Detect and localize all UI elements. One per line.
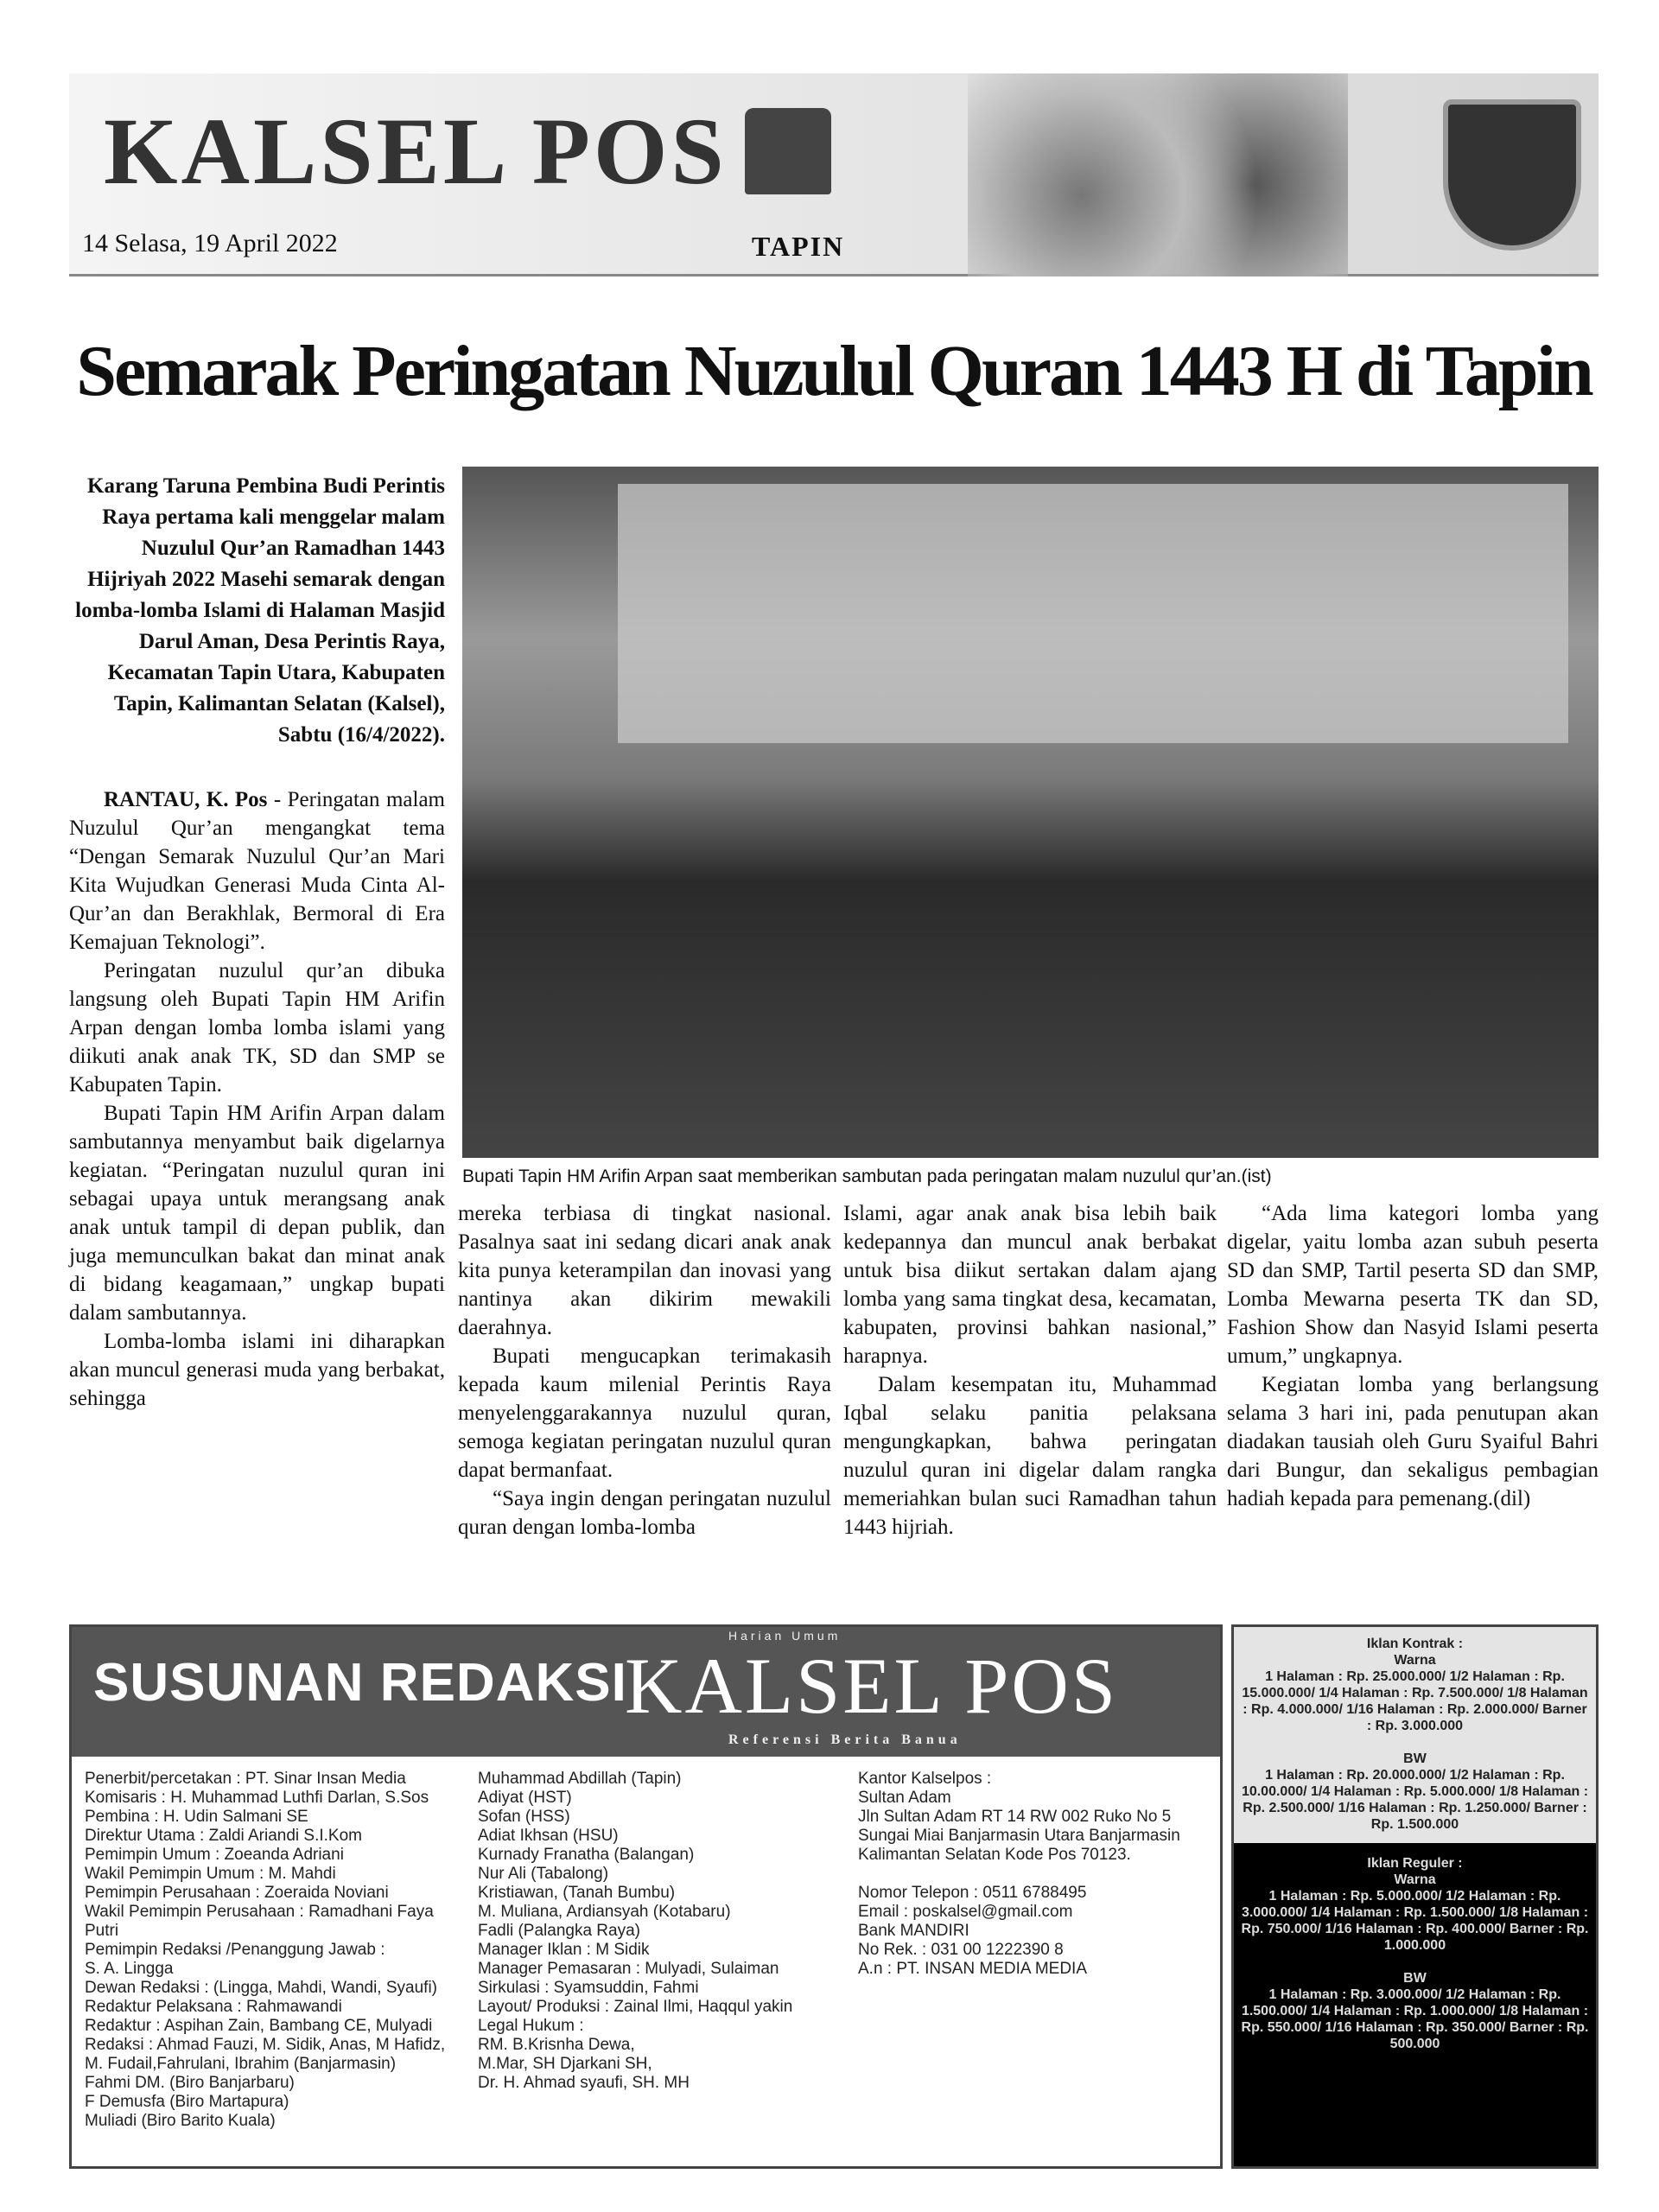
- office-info: [858, 1770, 1217, 1979]
- staff-line: [858, 1865, 1217, 1884]
- paragraph: Dalam kesempatan itu, Muhammad Iqbal selaku panitia pelaksana mengungkapkan, bahwa peringatan nuzulul quran ini digelar dalam rangka memeriahkan bulan suci Ramadhan tahun 1443 hijriah.: [843, 1373, 1217, 1539]
- staff-line: Kristiawan, (Tanah Bumbu): [478, 1884, 676, 1902]
- staff-line: Muliadi (Biro Barito Kuala): [85, 2112, 276, 2130]
- staff-line: Pembina : H. Udin Salmani SE: [85, 1808, 308, 1826]
- staff-line: Pemimpin Redaksi /Penanggung Jawab :: [85, 1941, 385, 1959]
- staff-line: Redaktur Pelaksana : Rahmawandi: [85, 1998, 342, 2016]
- rates-text: 1 Halaman : Rp. 20.000.000/ 1/2 Halaman : Rp. 10.00.000/ 1/4 Halaman : Rp. 5.000.000/ 1/8 Halaman : Rp. 2.500.000/ 1/16 Halaman : Rp. 1.250.000/ Barner : Rp. 1.500.000: [1241, 1768, 1589, 1832]
- staff-line: Penerbit/percetakan : PT. Sinar Insan Media: [85, 1770, 406, 1788]
- staff-line: Sirkulasi : Syamsuddin, Fahmi: [478, 1979, 699, 1997]
- rates-heading: Iklan Kontrak :: [1366, 1637, 1464, 1651]
- editorial-title: SUSUNAN REDAKSI: [93, 1653, 627, 1713]
- rates-text: 1 Halaman : Rp. 5.000.000/ 1/2 Halaman : Rp. 3.000.000/ 1/4 Halaman : Rp. 1.500.000/ 1/8 Halaman : Rp. 750.000/ 1/16 Halaman : Rp. 400.000/ Barner : Rp. 1.000.000: [1241, 1889, 1589, 1953]
- lead-paragraph: Karang Taruna Pembina Budi Perintis Raya pertama kali menggelar malam Nuzulul Qur’an Ramadhan 1443 Hijriyah 2022 Masehi semarak dengan lomba-lomba Islami di Halaman Masjid Darul Aman, Desa Perintis Raya, Kecamatan Tapin Utara, Kabupaten Tapin, Kalimantan Selatan (Kalsel), Sabtu (16/4/2022).: [75, 474, 445, 747]
- staff-line: No Rek. : 031 00 1222390 8: [858, 1941, 1064, 1959]
- staff-line: Email : poskalsel@gmail.com: [858, 1903, 1073, 1921]
- rates-subheading: Warna: [1394, 1653, 1436, 1668]
- masthead: [69, 73, 1599, 276]
- contract-rates: [1234, 1627, 1596, 1843]
- staff-line: F Demusfa (Biro Martapura): [85, 2093, 289, 2111]
- staff-line: M.Mar, SH Djarkani SH,: [478, 2055, 652, 2073]
- staff-line: Wakil Pemimpin Perusahaan : Ramadhani Faya Putri: [85, 1903, 434, 1940]
- article-column-1: [69, 785, 445, 1413]
- staff-line: Dr. H. Ahmad syaufi, SH. MH: [478, 2074, 690, 2092]
- regular-rates: [1234, 1843, 1596, 2166]
- paragraph: Lomba-lomba islami ini diharapkan akan muncul generasi muda yang berbakat, sehingga: [69, 1330, 445, 1410]
- rates-subheading: BW: [1403, 1971, 1427, 1986]
- staff-line: Redaktur : Aspihan Zain, Bambang CE, Mulyadi: [85, 2017, 433, 2035]
- staff-line: Kurnady Franatha (Balangan): [478, 1846, 695, 1864]
- editorial-board-box: [69, 1624, 1223, 2169]
- rates-text: 1 Halaman : Rp. 25.000.000/ 1/2 Halaman : Rp. 15.000.000/ 1/4 Halaman : Rp. 7.500.000/ 1/8 Halaman : Rp. 4.000.000/ 1/16 Halaman : Rp. 2.000.000/ Barner : Rp. 3.000.000: [1242, 1669, 1588, 1733]
- article-column-2: [458, 1199, 831, 1541]
- paragraph: “Saya ingin dengan peringatan nuzulul quran dengan lomba-lomba: [458, 1487, 831, 1539]
- staff-line: Nur Ali (Tabalong): [478, 1865, 609, 1883]
- logo-tagline: Referensi Berita Banua: [728, 1732, 962, 1747]
- staff-line: Sultan Adam: [858, 1789, 951, 1807]
- region-label: TAPIN: [752, 231, 845, 262]
- staff-line: Sofan (HSS): [478, 1808, 570, 1826]
- staff-line: Kantor Kalselpos :: [858, 1770, 992, 1788]
- staff-line: Fadli (Palangka Raya): [478, 1922, 640, 1940]
- rates-text: 1 Halaman : Rp. 3.000.000/ 1/2 Halaman : Rp. 1.500.000/ 1/4 Halaman : Rp. 1.000.000/ 1/8 Halaman : Rp. 550.000/ 1/16 Halaman : Rp. 350.000/ Barner : Rp. 500.000: [1241, 1987, 1589, 2051]
- paragraph: mereka terbiasa di tingkat nasional. Pasalnya saat ini sedang dicari anak anak kita punya keterampilan dan inovasi yang nantinya akan dikirim mewakili daerahnya.: [458, 1202, 831, 1339]
- paragraph: Peringatan nuzulul qur’an dibuka langsung oleh Bupati Tapin HM Arifin Arpan dengan lomba lomba islami yang diikuti anak anak TK, SD dan SMP se Kabupaten Tapin.: [69, 959, 445, 1096]
- headline: Semarak Peringatan Nuzulul Quran 1443 H di Tapin: [76, 331, 1592, 411]
- staff-line: RM. B.Krisnha Dewa,: [478, 2036, 635, 2054]
- staff-column-2: [478, 1770, 849, 2093]
- staff-line: Manager Pemasaran : Mulyadi, Sulaiman: [478, 1960, 779, 1978]
- staff-line: Direktur Utama : Zaldi Ariandi S.I.Kom: [85, 1827, 362, 1845]
- article-photo: [462, 467, 1599, 1158]
- rates-subheading: BW: [1403, 1751, 1427, 1766]
- staff-line: M. Fudail,Fahrulani, Ibrahim (Banjarmasin): [85, 2055, 397, 2073]
- staff-line: Jln Sultan Adam RT 14 RW 002 Ruko No 5: [858, 1808, 1172, 1826]
- article-column-3: [843, 1199, 1217, 1541]
- staff-line: S. A. Lingga: [85, 1960, 174, 1978]
- staff-line: A.n : PT. INSAN MEDIA MEDIA: [858, 1960, 1088, 1978]
- left-column: [69, 471, 445, 1413]
- paragraph: Bupati Tapin HM Arifin Arpan dalam sambutannya menyambut baik digelarnya kegiatan. “Peringatan nuzulul quran ini sebagai upaya untuk merangsang anak anak untuk tampil di depan publik, dan juga memunculkan bakat dan minat anak di bidang keagamaan,” ungkap bupati dalam sambutannya.: [69, 1102, 445, 1325]
- newspaper-logo: KALSEL POS: [104, 99, 728, 204]
- photo-banner: [618, 484, 1568, 743]
- officials-photo: [968, 73, 1348, 276]
- editorial-logo: KALSEL POS: [625, 1642, 1118, 1730]
- staff-line: Adiyat (HST): [478, 1789, 572, 1807]
- logo-group: [104, 99, 831, 203]
- staff-line: Dewan Redaksi : (Lingga, Mahdi, Wandi, Syaufi): [85, 1979, 437, 1997]
- paragraph: - Peringatan malam Nuzulul Qur’an mengangkat tema “Dengan Semarak Nuzulul Qur’an Mari Kita Wujudkan Generasi Muda Cinta Al-Qur’an dan Berakhlak, Bermoral di Era Kemajuan Teknologi”.: [69, 788, 445, 954]
- staff-line: Layout/ Produksi : Zainal Ilmi, Haqqul yakin: [478, 1998, 793, 2016]
- staff-line: M. Muliana, Ardiansyah (Kotabaru): [478, 1903, 731, 1921]
- staff-line: Kalimantan Selatan Kode Pos 70123.: [858, 1846, 1131, 1864]
- regency-crest-icon: [1443, 99, 1581, 251]
- ad-rates-box: [1231, 1624, 1599, 2169]
- rates-subheading: Warna: [1394, 1872, 1436, 1887]
- paragraph: Kegiatan lomba yang berlangsung selama 3 hari ini, pada penutupan akan diadakan tausiah oleh Guru Syaiful Bahri dari Bungur, dan sekaligus pembagian hadiah kepada para pemenang.(dil): [1227, 1373, 1599, 1510]
- paragraph: Bupati mengucapkan terimakasih kepada kaum milenial Perintis Raya menyelenggarakannya nuzulul quran, semoga kegiatan peringatan nuzulul quran dapat bermanfaat.: [458, 1344, 831, 1482]
- staff-line: Nomor Telepon : 0511 6788495: [858, 1884, 1087, 1902]
- staff-line: Sungai Miai Banjarmasin Utara Banjarmasin: [858, 1827, 1180, 1845]
- issue-date: 14 Selasa, 19 April 2022: [82, 229, 338, 257]
- staff-line: Fahmi DM. (Biro Banjarbaru): [85, 2074, 295, 2092]
- staff-line: Manager Iklan : M Sidik: [478, 1941, 650, 1959]
- article-column-4: [1227, 1199, 1599, 1513]
- paragraph: “Ada lima kategori lomba yang digelar, yaitu lomba azan subuh peserta SD dan SMP, Tartil peserta SD dan SMP, Lomba Mewarna peserta TK dan SD, Fashion Show dan Nasyid Islami peserta umum,” ungkapnya.: [1227, 1202, 1599, 1368]
- staff-line: Pemimpin Umum : Zoeanda Adriani: [85, 1846, 344, 1864]
- staff-line: Komisaris : H. Muhammad Luthfi Darlan, S.Sos: [85, 1789, 429, 1807]
- paragraph: Islami, agar anak anak bisa lebih baik kedepannya dan muncul anak berbakat untuk bisa diikut sertakan dalam ajang lomba yang sama tingkat desa, kecamatan, kabupaten, provinsi bahkan nasional,” harapnya.: [843, 1202, 1217, 1368]
- staff-column-1: [85, 1770, 469, 2131]
- dateline: RANTAU, K. Pos: [104, 788, 268, 811]
- staff-line: Wakil Pemimpin Umum : M. Mahdi: [85, 1865, 336, 1883]
- staff-line: Redaksi : Ahmad Fauzi, M. Sidik, Anas, M Hafidz,: [85, 2036, 446, 2054]
- editorial-header-band: [72, 1627, 1220, 1757]
- staff-line: Muhammad Abdillah (Tapin): [478, 1770, 682, 1788]
- staff-line: Pemimpin Perusahaan : Zoeraida Noviani: [85, 1884, 389, 1902]
- rates-heading: Iklan Reguler :: [1367, 1856, 1463, 1871]
- staff-line: Legal Hukum :: [478, 2017, 584, 2035]
- logo-subtitle: Harian Umum: [728, 1629, 842, 1643]
- staff-line: Bank MANDIRI: [858, 1922, 969, 1940]
- logo-house-icon: [745, 108, 831, 194]
- photo-caption: Bupati Tapin HM Arifin Arpan saat memberikan sambutan pada peringatan malam nuzulul qur’an.(ist): [462, 1166, 1272, 1186]
- staff-line: Adiat Ikhsan (HSU): [478, 1827, 619, 1845]
